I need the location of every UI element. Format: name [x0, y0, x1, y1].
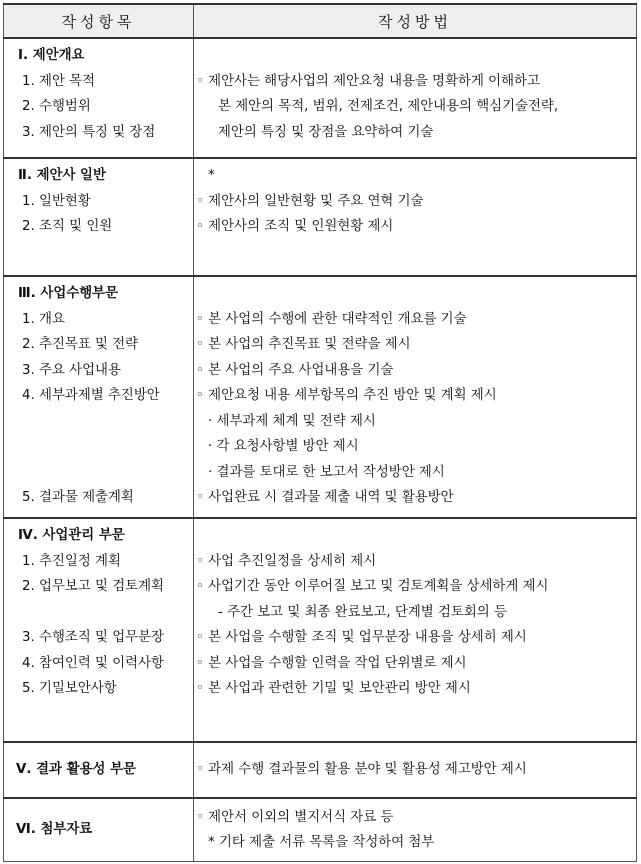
method-line: ◦ 제안요청 내용 세부항목의 추진 방안 및 계획 제시	[196, 388, 497, 403]
method-line: *	[208, 168, 215, 183]
method-line: ◦ 제안사의 조직 및 인원현황 제시	[196, 219, 394, 234]
proposal-guide-table	[3, 3, 637, 862]
method-line: ◦ 본 사업의 주요 사업내용을 기술	[196, 362, 394, 378]
section-row-3	[4, 276, 637, 518]
section-methods-cell	[194, 158, 637, 276]
section-title: Ⅵ. 첨부자료	[16, 822, 93, 838]
method-line: ◦ 제안사의 일반현황 및 주요 연혁 기술	[196, 193, 424, 209]
section-title: Ⅱ. 제안사 일반	[18, 168, 106, 183]
method-subline: * 기타 제출 서류 목록을 작성하여 첨부	[208, 835, 435, 850]
section-row-6	[4, 798, 637, 862]
section-row-2	[4, 158, 637, 276]
method-line: ◦ 제안사는 해당사업의 제안요청 내용을 명확하게 이해하고	[196, 73, 540, 89]
header-item-column: 작성항목	[4, 4, 194, 38]
section-items-cell	[4, 38, 194, 158]
method-line: ◦ 본 사업을 수행할 인력을 작업 단위별로 제시	[196, 655, 467, 671]
section-item: 3. 수행조직 및 업무분장	[22, 630, 164, 645]
method-line: ◦ 본 사업의 추진목표 및 전략을 제시	[196, 337, 411, 352]
method-line: 본 제안의 목적, 범위, 전제조건, 제안내용의 핵심기술전략,	[218, 99, 559, 114]
section-item: 3. 제안의 특징 및 장점	[22, 124, 156, 140]
section-item: 1. 추진일정 계획	[22, 553, 121, 569]
section-item: 1. 일반현황	[22, 193, 91, 209]
section-item: 4. 세부과제별 추진방안	[22, 388, 160, 403]
method-line: ◦ 사업완료 시 결과물 제출 내역 및 활용방안	[196, 490, 454, 505]
section-title: Ⅳ. 사업관리 부문	[18, 528, 125, 543]
method-line: ◦ 본 사업을 수행할 조직 및 업무분장 내용을 상세히 제시	[196, 630, 527, 645]
header-row	[4, 4, 637, 38]
section-row-4	[4, 518, 637, 742]
section-item: 2. 조직 및 인원	[22, 219, 113, 234]
section-methods-cell	[194, 276, 637, 518]
method-subline: - 주간 보고 및 최종 완료보고, 단계별 검토회의 등	[218, 604, 507, 620]
section-item: 2. 수행범위	[22, 99, 91, 114]
section-item: 4. 참여인력 및 이력사항	[22, 655, 164, 671]
section-item: 3. 주요 사업내용	[22, 362, 121, 378]
method-line: ◦ 과제 수행 결과물의 활용 분야 및 활용성 제고방안 제시	[196, 762, 527, 778]
method-subline: · 결과를 토대로 한 보고서 작성방안 제시	[208, 464, 445, 480]
section-methods-cell	[194, 798, 637, 862]
section-item: 2. 추진목표 및 전략	[22, 337, 139, 352]
section-item: 2. 업무보고 및 검토계획	[22, 579, 164, 594]
section-methods-cell	[194, 38, 637, 158]
section-item: 5. 결과물 제출계획	[22, 490, 134, 505]
section-title: Ⅴ. 결과 활용성 부문	[16, 762, 136, 778]
section-row-1	[4, 38, 637, 158]
section-items-cell	[4, 742, 194, 798]
section-row-5	[4, 742, 637, 798]
section-methods-cell	[194, 518, 637, 742]
section-methods-cell	[194, 742, 637, 798]
method-line: ◦ 본 사업의 수행에 관한 대략적인 개요를 기술	[196, 311, 467, 327]
section-title: Ⅲ. 사업수행부문	[18, 286, 119, 301]
method-line: ◦ 사업 추진일정을 상세히 제시	[196, 553, 377, 569]
method-subline: · 각 요청사항별 방안 제시	[208, 439, 359, 454]
method-line: 제안의 특징 및 장점을 요약하여 기술	[218, 124, 434, 140]
method-line: ◦ 사업기간 동안 이루어질 보고 및 검토계획을 상세하게 제시	[196, 579, 549, 594]
section-items-cell	[4, 798, 194, 862]
section-title: Ⅰ. 제안개요	[18, 48, 85, 63]
section-items-cell	[4, 276, 194, 518]
method-line: ◦ 본 사업과 관련한 기밀 및 보안관리 방안 제시	[196, 681, 471, 696]
section-item: 1. 제안 목적	[22, 73, 96, 89]
method-subline: · 세부과제 체계 및 전략 제시	[208, 413, 376, 429]
section-items-cell	[4, 518, 194, 742]
section-items-cell	[4, 158, 194, 276]
section-item: 1. 개요	[22, 311, 65, 327]
method-line: ◦ 제안서 이외의 별지서식 자료 등	[196, 809, 394, 825]
header-method-column: 작성방법	[194, 4, 637, 38]
section-item: 5. 기밀보안사항	[22, 681, 117, 696]
